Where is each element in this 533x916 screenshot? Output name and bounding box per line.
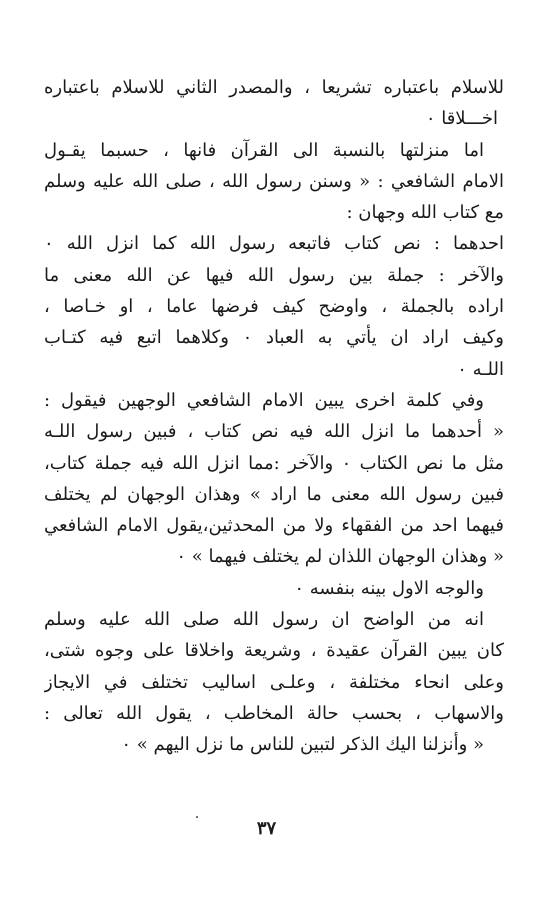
text-line-21: والاسهاب ، بحسب حالة المخاطب ، يقول الله تعالى :	[44, 702, 504, 724]
text-line-15: فيهما احد من الفقهاء ولا من المحدثين،يقول الامام الشافعي	[44, 515, 504, 537]
text-line-9: وكيف اراد ان يأتي به العباد ٠ وكلاهما اتبع فيه كتـاب	[44, 327, 504, 349]
text-line-6: احدهما : نص كتاب فاتبعه رسول الله كما انزل الله ٠	[44, 233, 504, 255]
page-number: ٣٧	[256, 818, 277, 839]
text-line-22: « وأنزلنا اليك الذكر لتبين للناس ما نزل اليهم » ٠	[121, 734, 484, 756]
text-line-5: مع كتاب الله وجهان :	[346, 202, 504, 224]
text-line-13: مثل ما نص الكتاب ٠ والآخر :مما انزل الله فيه جملة كتاب،	[44, 452, 504, 474]
text-line-19: كان يبين القرآن عقيدة ، وشريعة واخلاقا على وجوه شتى،	[44, 640, 504, 662]
text-line-17: والوجه الاول بينه بنفسه ٠	[294, 577, 484, 599]
text-line-3: اما منزلتها بالنسبة الى القرآن فانها ، حسبما يقـول	[44, 139, 484, 161]
text-line-16: « وهذان الوجهان اللذان لم يختلف فيهما » ٠	[176, 546, 504, 568]
text-line-20: وعلى انحاء مختلفة ، وعلـى اساليب تختلف في الايجاز	[44, 671, 504, 693]
page-body	[44, 72, 504, 761]
text-line-4: الامام الشافعي : « وسنن رسول الله ، صلى الله عليه وسلم	[44, 170, 504, 192]
text-line-18: انه من الواضح ان رسول الله صلى الله عليه وسلم	[44, 609, 484, 631]
text-line-14: فبين رسول الله معنى ما اراد » وهذان الوجهان لم يختلف	[44, 483, 504, 505]
text-line-1: للاسلام باعتباره تشريعا ، والمصدر الثاني للاسلام باعتباره	[44, 77, 504, 98]
text-line-11: وفي كلمة اخرى يبين الامام الشافعي الوجهين فيقول :	[44, 389, 484, 411]
text-line-12: « أحدهما ما انزل الله فيه نص كتاب ، فبين رسول اللـه	[44, 421, 504, 443]
text-line-2: اخـــلاقا ٠	[425, 108, 498, 130]
text-line-7: والآخر : جملة بين رسول الله فيها عن الله معنى ما	[44, 264, 504, 286]
text-line-10: اللـه ٠	[457, 358, 504, 380]
text-line-8: اراده بالجملة ، واوضح كيف فرضها عاما ، او خـاصا ،	[44, 296, 504, 318]
